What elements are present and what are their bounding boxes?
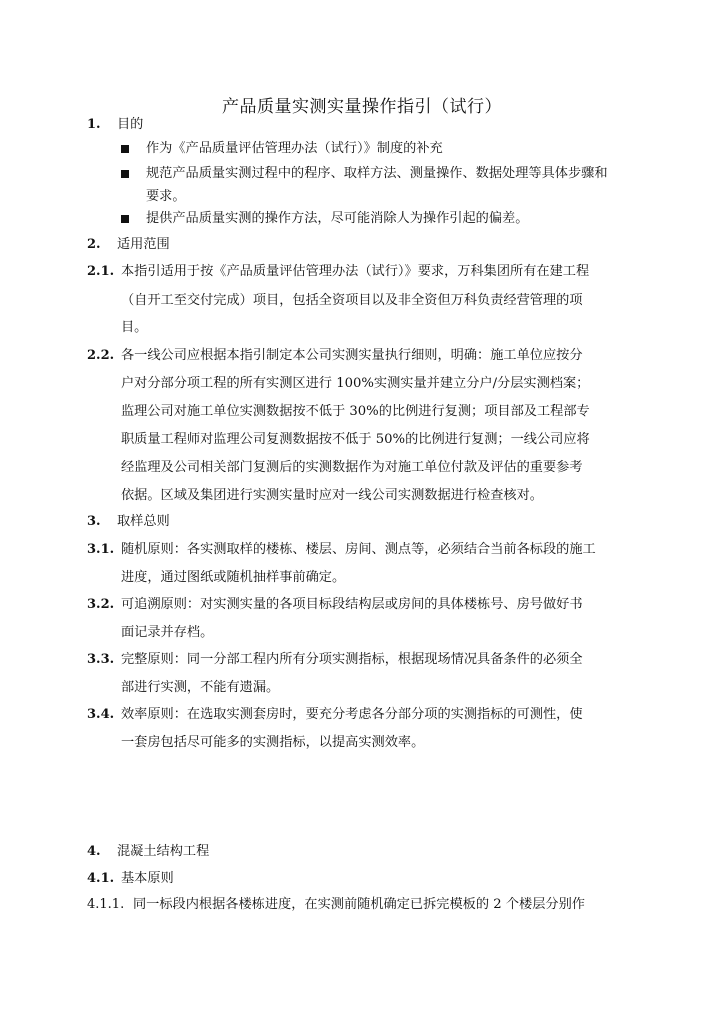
section-heading: 目的 <box>117 117 144 132</box>
bullet-text: 规范产品质量实测过程中的程序、取样方法、测量操作、数据处理等具体步骤和 <box>146 166 608 181</box>
paragraph-line: 面记录并存档。 <box>121 625 214 640</box>
square-bullet-icon <box>121 215 129 223</box>
subsection-number: 2.2. <box>87 348 115 363</box>
paragraph-line: 效率原则：在选取实测套房时，要充分考虑各分部分项的实测指标的可测性，使 <box>121 707 583 722</box>
bullet-text-continued: 要求。 <box>146 189 186 204</box>
paragraph-line: 进度，通过图纸或随机抽样事前确定。 <box>121 570 346 585</box>
section-heading: 适用范围 <box>117 237 170 252</box>
paragraph-line: （自开工至交付完成）项目，包括全资项目以及非全资但万科负责经营管理的项 <box>121 293 583 308</box>
paragraph-line: 经监理及公司相关部门复测后的实测数据作为对施工单位付款及评估的重要参考 <box>121 460 583 475</box>
section-heading: 取样总则 <box>117 514 170 529</box>
subsection-number: 3.4. <box>87 707 115 722</box>
paragraph-line: 一套房包括尽可能多的实测指标，以提高实测效率。 <box>121 735 425 750</box>
paragraph-line: 各一线公司应根据本指引制定本公司实测实量执行细则，明确：施工单位应按分 <box>121 348 583 363</box>
paragraph-line: 完整原则：同一分部工程内所有分项实测指标，根据现场情况具备条件的必须全 <box>121 652 583 667</box>
paragraph-line: 目。 <box>121 320 148 335</box>
bullet-text: 提供产品质量实测的操作方法，尽可能消除人为操作引起的偏差。 <box>146 211 529 226</box>
paragraph-line: 部进行实测，不能有遗漏。 <box>121 680 280 695</box>
square-bullet-icon <box>121 145 129 153</box>
paragraph-line: 随机原则：各实测取样的楼栋、楼层、房间、测点等，必须结合当前各标段的施工 <box>121 542 596 557</box>
paragraph-line: 职质量工程师对监理公司复测数据按不低于 50%的比例进行复测；一线公司应将 <box>121 432 590 447</box>
paragraph-line: 可追溯原则：对实测实量的各项目标段结构层或房间的具体楼栋号、房号做好书 <box>121 597 583 612</box>
section-number: 4. <box>87 844 101 859</box>
section-number: 3. <box>87 514 101 529</box>
subsection-number: 4.1. <box>87 871 115 886</box>
paragraph-line: 本指引适用于按《产品质量评估管理办法（试行）》要求，万科集团所有在建工程 <box>121 264 590 279</box>
clause-number: 4.1.1. <box>87 897 125 912</box>
subsection-number: 2.1. <box>87 264 115 279</box>
subsection-heading: 基本原则 <box>121 871 174 886</box>
paragraph-line: 户对分部分项工程的所有实测区进行 100%实测实量并建立分户/分层实测档案； <box>121 376 590 391</box>
subsection-number: 3.2. <box>87 597 115 612</box>
section-heading: 混凝土结构工程 <box>117 844 210 859</box>
section-number: 2. <box>87 237 101 252</box>
paragraph-line: 同一标段内根据各楼栋进度，在实测前随机确定已拆完模板的 2 个楼层分别作 <box>133 897 585 912</box>
square-bullet-icon <box>121 170 129 178</box>
paragraph-line: 依据。区域及集团进行实测实量时应对一线公司实测数据进行检查核对。 <box>121 488 543 503</box>
paragraph-line: 监理公司对施工单位实测数据按不低于 30%的比例进行复测；项目部及工程部专 <box>121 404 590 419</box>
subsection-number: 3.3. <box>87 652 115 667</box>
subsection-number: 3.1. <box>87 542 115 557</box>
bullet-text: 作为《产品质量评估管理办法（试行）》制度的补充 <box>146 141 443 156</box>
section-number: 1. <box>87 117 101 132</box>
page-title: 产品质量实测实量操作指引（试行） <box>222 97 502 117</box>
